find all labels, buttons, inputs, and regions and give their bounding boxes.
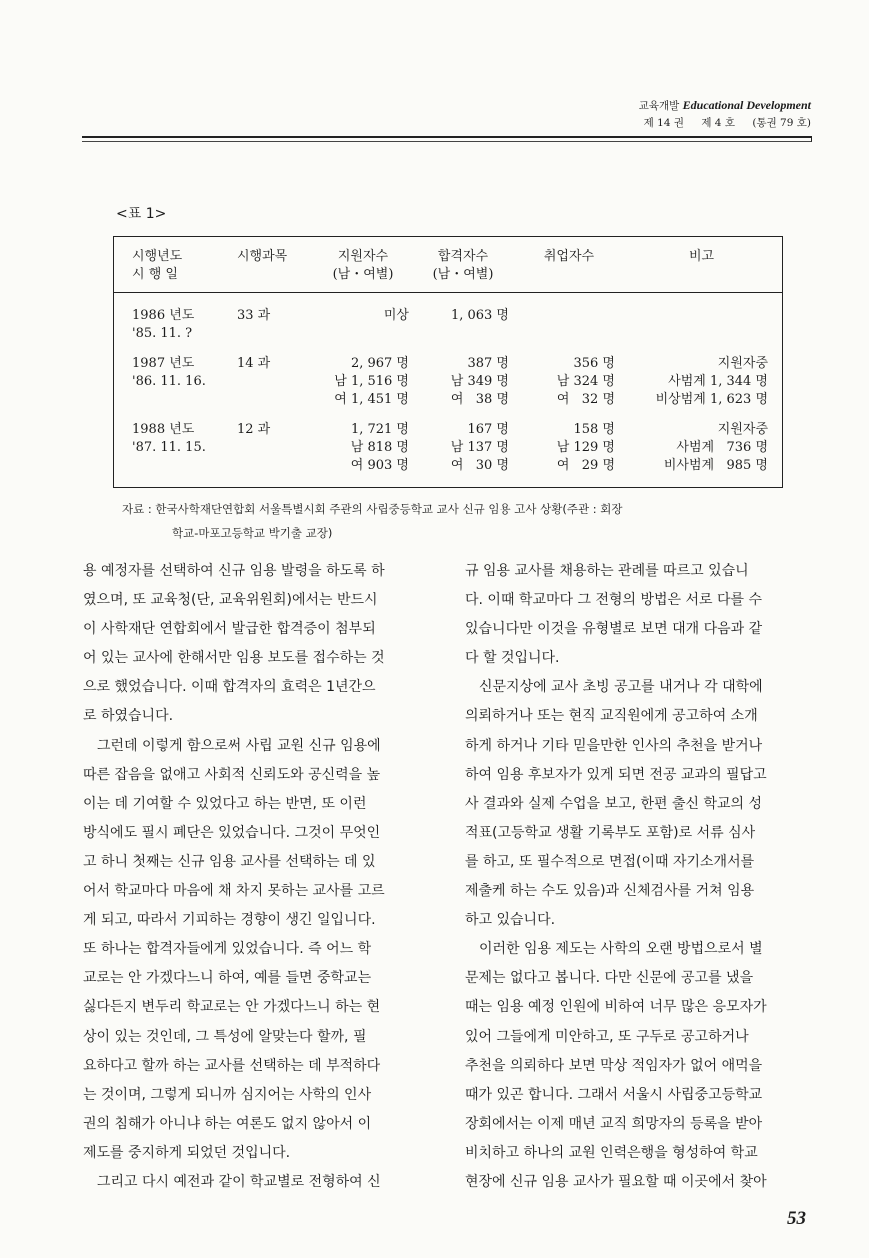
cell-applicants: 2, 967 명 남 1, 516 명 여 1, 451 명 (334, 356, 409, 407)
running-header (511, 97, 811, 132)
cell-note: 지원자중 사범계 1, 344 명 비상범계 1, 623 명 (655, 356, 768, 407)
cell-passers: 1, 063 명 (450, 308, 509, 323)
table-row (114, 293, 782, 356)
table-row (114, 421, 782, 487)
cell-employed: 158 명 남 129 명 여 29 명 (556, 422, 615, 473)
paragraph: 규 임용 교사를 채용하는 관례를 따르고 있습니 다. 이때 학교마다 그 전형의 방법은 서로 다를 수 있습니다만 이것을 유형별로 보면 대개 다음과 같 다 할 것입니다. (465, 563, 763, 667)
cell-note (621, 293, 782, 356)
paragraph: 그리고 다시 예전과 같이 학교별로 전형하여 신 (97, 1173, 381, 1190)
header-employed: 취업자수 (517, 237, 621, 293)
source-line-2: 학교-마포고등학교 박기출 교장) (172, 526, 333, 540)
page-number: 53 (787, 1208, 806, 1229)
total-issue-label: (통권 79 호) (752, 117, 811, 129)
cell-employed (517, 293, 621, 356)
header-applicants: 지원자수 (남・여별) (317, 237, 409, 293)
cell-subjects: 33 과 (237, 308, 271, 323)
header-rule (82, 136, 812, 142)
journal-name-korean: 교육개발 (638, 100, 680, 112)
source-line-1: 자료 : 한국사학재단연합회 서울특별시회 주관의 사립중등학교 교사 신규 임용 고사 상황(주관 : 회장 (122, 502, 623, 516)
paragraph: 용 예정자를 선택하여 신규 임용 발령을 하도록 하 였으며, 또 교육청(단, 교육위원회)에서는 반드시 이 사학재단 연합회에서 발급한 합격증이 첨부되 어 있는 교사에 한해서만 임용 보도를 접수하는 것 으로 했었습니다. 이때 합격자의 효력은 1년간으 로 하였습니다. (83, 563, 385, 725)
paragraph: 그런데 이렇게 함으로써 사립 교원 신규 임용에 따른 잡음을 없애고 사회적 신뢰도와 공신력을 높 이는 데 기여할 수 있었다고 하는 반면, 또 이런 방식에도 필시 폐단은 있었습니다. 그것이 무엇인 고 하니 첫째는 신규 임용 교사를 선택하는 데 있 어서 학교마다 마음에 채 차지 못하는 교사를 고르 게 되고, 따라서 기피하는 경향이 생긴 일입니다. 또 하나는 합격자들에게 있었습니다. 즉 어느 학 교로는 안 가겠다느니 하여, 예를 들면 중학교는 싫다든지 변두리 학교로는 안 가겠다느니 하는 현 상이 있는 것인데, 그 특성에 알맞는다 할까, 필 요하다고 할까 하는 교사를 선택하는 데 부적하다 는 것이며, 그렇게 되니까 심지어는 사학의 인사 권의 침해가 아니냐 하는 여론도 없지 않아서 이 제도를 중지하게 되었던 것입니다. (83, 737, 385, 1161)
cell-year: 1986 년도 '85. 11. ? (132, 308, 195, 341)
header-passers: 합격자수 (남・여별) (409, 237, 517, 293)
cell-employed: 356 명 남 324 명 여 32 명 (556, 356, 615, 407)
table-row (114, 355, 782, 421)
cell-year: 1987 년도 '86. 11. 16. (132, 356, 206, 389)
right-column (465, 557, 810, 1197)
cell-applicants: 1, 721 명 남 818 명 여 903 명 (350, 422, 409, 473)
table-label: <표 1> (116, 206, 167, 222)
paragraph: 신문지상에 교사 초빙 공고를 내거나 각 대학에 의뢰하거나 또는 현직 교직원에게 공고하여 소개 하게 하거나 기타 믿을만한 인사의 추천을 받거나 하여 임용 후보자가 있게 되면 전공 교과의 필답고 사 결과와 실제 수업을 보고, 한편 출신 학교의 성 적표(고등학교 생활 기록부도 포함)로 서류 심사 를 하고, 또 필수적으로 면접(이때 자기소개서를 제출케 하는 수도 있음)과 신체검사를 거쳐 임용 하고 있습니다. (465, 679, 767, 929)
table-header-row (114, 237, 782, 293)
left-column (83, 557, 428, 1197)
cell-passers: 387 명 남 349 명 여 38 명 (450, 356, 509, 407)
cell-note: 지원자중 사범계 736 명 비사범계 985 명 (663, 422, 768, 473)
teacher-exam-table (113, 236, 783, 488)
volume-label: 제 14 권 (643, 117, 684, 129)
cell-subjects: 14 과 (237, 356, 271, 371)
cell-subjects: 12 과 (237, 422, 271, 437)
journal-name-english: Educational Development (682, 98, 811, 112)
header-year: 시행년도 시 행 일 (114, 237, 237, 293)
paragraph: 이러한 임용 제도는 사학의 오랜 방법으로서 별 문제는 없다고 봅니다. 다만 신문에 공고를 냈을 때는 임용 예정 인원에 비하여 너무 많은 응모자가 있어 그들에게 미안하고, 또 구두로 공고하거나 추천을 의뢰하다 보면 막상 적임자가 없어 애먹을 때가 있곤 합니다. 그래서 서울시 사립중고등학교 장회에서는 이제 매년 교직 희망자의 등록을 받아 비치하고 하나의 교원 인력은행을 형성하여 학교 현장에 신규 임용 교사가 필요할 때 이곳에서 찾아 (465, 941, 767, 1190)
issue-label: 제 4 호 (701, 117, 735, 129)
cell-passers: 167 명 남 137 명 여 30 명 (450, 422, 509, 473)
header-note: 비고 (621, 237, 782, 293)
cell-year: 1988 년도 '87. 11. 15. (132, 422, 206, 455)
cell-applicants: 미상 (383, 308, 409, 323)
header-subjects: 시행과목 (237, 237, 317, 293)
issue-info (511, 115, 811, 132)
table-source-note (122, 497, 802, 545)
